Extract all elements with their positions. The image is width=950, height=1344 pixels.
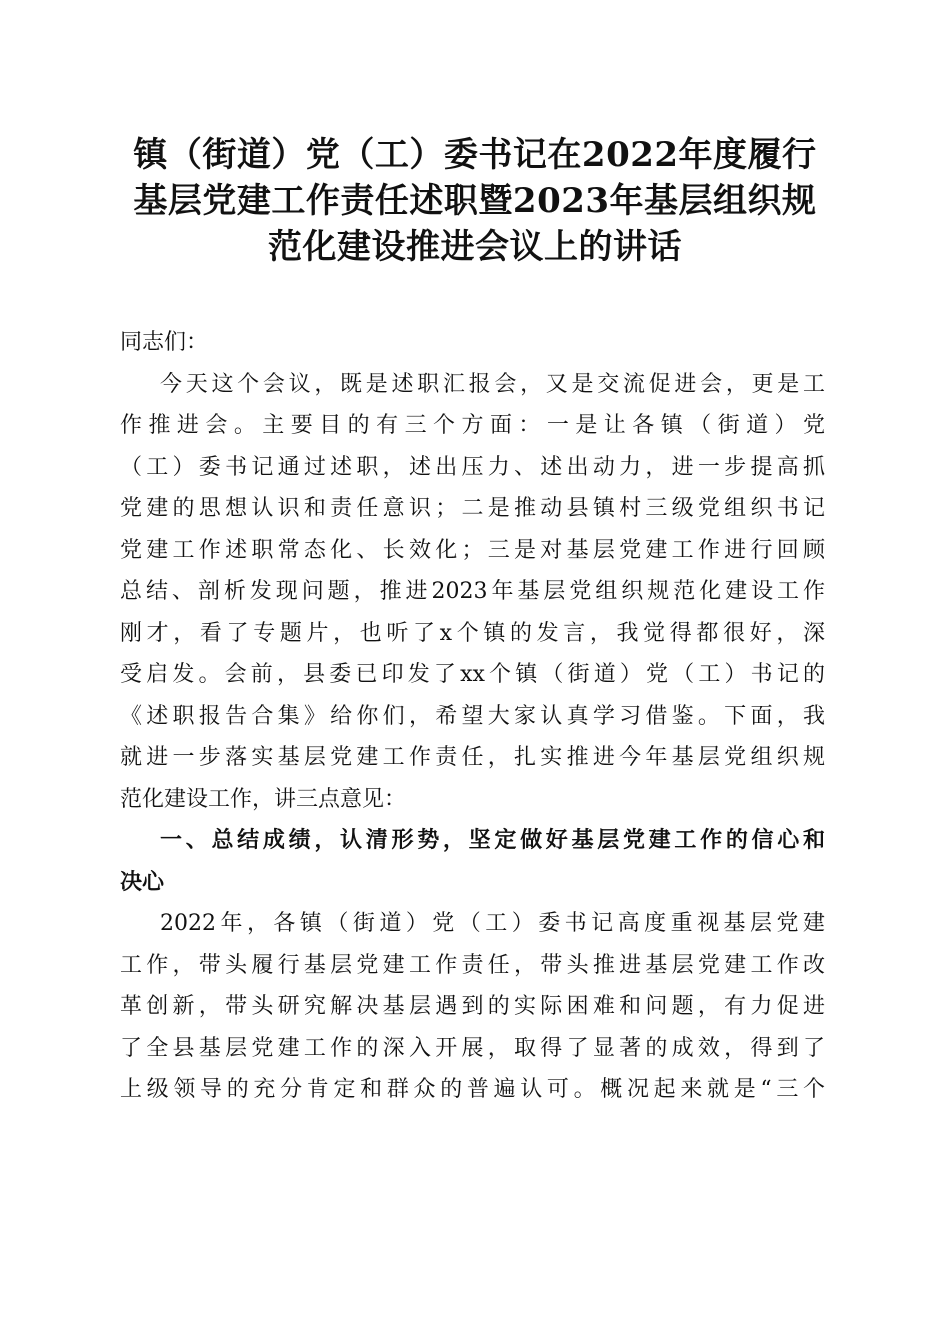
paragraph-line: （工）委书记通过述职，述出压力、述出动力，进一步提高抓	[120, 454, 825, 480]
paragraph-line: 了全县基层党建工作的深入开展，取得了显著的成效，得到了	[120, 1035, 825, 1061]
document-body	[120, 322, 825, 1111]
paragraph-line: 刚才，看了专题片，也听了x个镇的发言，我觉得都很好，深	[120, 620, 825, 646]
paragraph-line: 就进一步落实基层党建工作责任，扎实推进今年基层党组织规	[120, 745, 825, 770]
paragraph-line: 党建工作述职常态化、长效化；三是对基层党建工作进行回顾	[120, 537, 825, 563]
document-title	[110, 132, 840, 270]
heading-line: 一、总结成绩，认清形势，坚定做好基层党建工作的信心和	[160, 828, 825, 853]
paragraph-line: 党建的思想认识和责任意识；二是推动县镇村三级党组织书记	[120, 496, 825, 521]
paragraph-line: 受启发。会前，县委已印发了xx个镇（街道）党（工）书记的	[120, 662, 825, 687]
paragraph-line: 今天这个会议，既是述职汇报会，又是交流促进会，更是工	[160, 371, 825, 397]
section-heading-1	[120, 820, 825, 903]
salutation: 同志们：	[120, 330, 209, 355]
title-line: 镇（街道）党（工）委书记在2022年度履行	[133, 135, 817, 175]
heading-line: 决心	[120, 869, 165, 895]
title-line: 范化建设推进会议上的讲话	[268, 227, 682, 267]
paragraph-line: 2022年，各镇（街道）党（工）委书记高度重视基层党建	[160, 911, 825, 936]
paragraph-line: 作推进会。主要目的有三个方面：一是让各镇（街道）党	[120, 413, 825, 438]
paragraph-line: 上级领导的充分肯定和群众的普遍认可。概况起来就是“三个	[120, 1077, 825, 1102]
paragraph-line: 《述职报告合集》给你们，希望大家认真学习借鉴。下面，我	[120, 703, 825, 729]
paragraph-intro	[120, 364, 825, 821]
paragraph-line: 范化建设工作，讲三点意见：	[120, 786, 407, 812]
paragraph-achievements	[120, 903, 825, 1111]
paragraph-line: 工作，带头履行基层党建工作责任，带头推进基层党建工作改	[120, 952, 825, 978]
paragraph-line: 总结、剖析发现问题，推进2023年基层党组织规范化建设工作	[120, 579, 825, 604]
title-line: 基层党建工作责任述职暨2023年基层组织规	[133, 181, 817, 221]
paragraph-line: 革创新，带头研究解决基层遇到的实际困难和问题，有力促进	[120, 994, 825, 1019]
